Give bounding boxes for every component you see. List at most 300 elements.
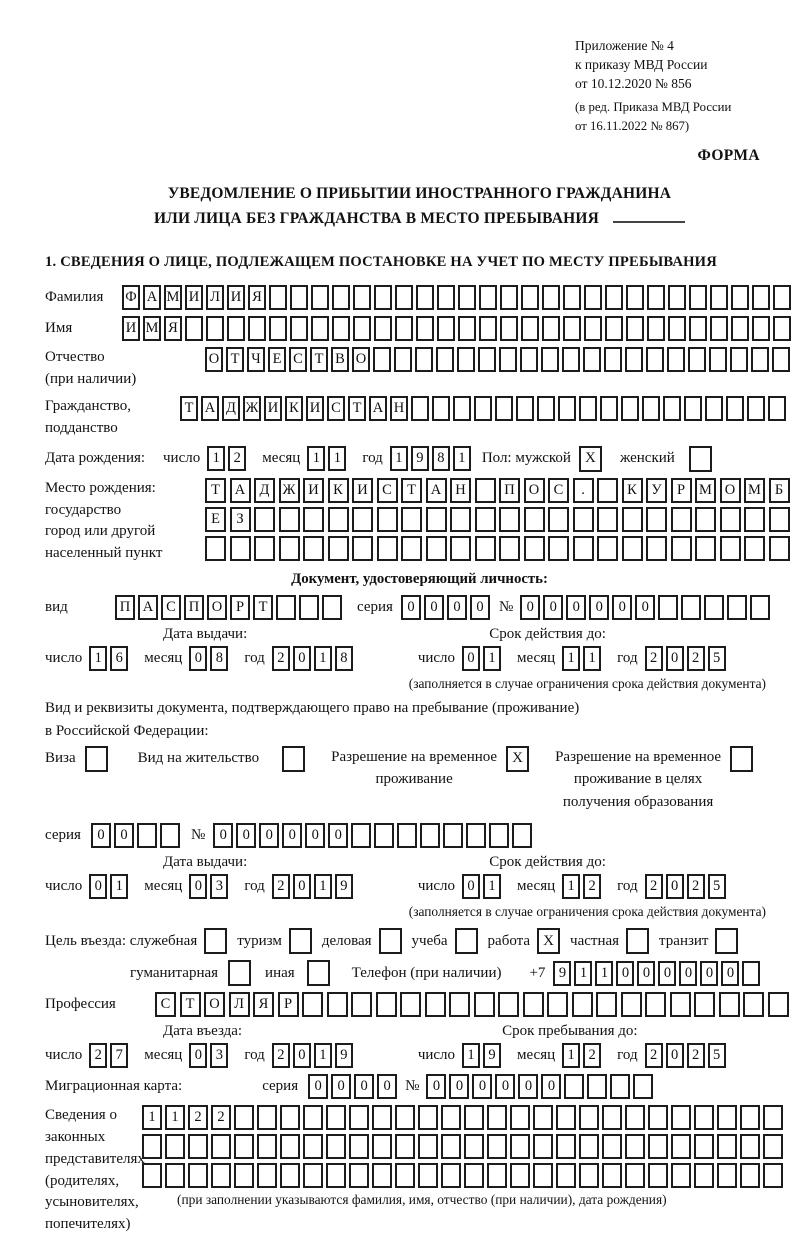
char-cell[interactable] bbox=[426, 507, 447, 532]
char-cell[interactable] bbox=[326, 1163, 346, 1188]
char-cell[interactable] bbox=[625, 1134, 645, 1159]
char-cell[interactable]: 2 bbox=[583, 1043, 601, 1068]
char-cell[interactable] bbox=[489, 823, 509, 848]
char-cell[interactable]: 0 bbox=[612, 595, 632, 620]
char-cell[interactable] bbox=[625, 347, 643, 372]
checkbox-purpose-tourism[interactable] bbox=[289, 928, 312, 954]
char-cell[interactable]: 0 bbox=[462, 646, 480, 671]
char-cell[interactable]: 2 bbox=[272, 1043, 290, 1068]
char-cell[interactable]: 8 bbox=[335, 646, 353, 671]
checkbox-temp-permit[interactable]: X bbox=[506, 746, 529, 772]
char-cell[interactable]: И bbox=[352, 478, 373, 503]
char-cell[interactable]: 1 bbox=[328, 446, 346, 471]
char-cell[interactable]: Л bbox=[206, 285, 224, 310]
char-cell[interactable]: 2 bbox=[188, 1105, 208, 1130]
char-cell[interactable]: О bbox=[205, 347, 223, 372]
char-cell[interactable] bbox=[773, 285, 791, 310]
char-cell[interactable]: 0 bbox=[236, 823, 256, 848]
char-cell[interactable]: С bbox=[377, 478, 398, 503]
char-cell[interactable] bbox=[671, 1105, 691, 1130]
char-cell[interactable] bbox=[311, 316, 329, 341]
char-cell[interactable]: 2 bbox=[228, 446, 246, 471]
char-cell[interactable] bbox=[648, 1105, 668, 1130]
char-cell[interactable]: 0 bbox=[89, 874, 107, 899]
char-cell[interactable]: Е bbox=[268, 347, 286, 372]
char-cell[interactable]: 9 bbox=[483, 1043, 501, 1068]
char-cell[interactable] bbox=[556, 1105, 576, 1130]
char-cell[interactable] bbox=[773, 316, 791, 341]
char-cell[interactable] bbox=[563, 285, 581, 310]
char-cell[interactable] bbox=[137, 823, 157, 848]
char-cell[interactable]: Т bbox=[205, 478, 226, 503]
char-cell[interactable]: Т bbox=[348, 396, 366, 421]
char-cell[interactable]: 0 bbox=[658, 961, 676, 986]
char-cell[interactable] bbox=[479, 316, 497, 341]
char-cell[interactable] bbox=[328, 536, 349, 561]
char-cell[interactable] bbox=[772, 347, 790, 372]
char-cell[interactable] bbox=[352, 507, 373, 532]
char-cell[interactable]: Ж bbox=[279, 478, 300, 503]
char-cell[interactable]: 9 bbox=[553, 961, 571, 986]
char-cell[interactable]: 0 bbox=[426, 1074, 446, 1099]
char-cell[interactable] bbox=[475, 536, 496, 561]
char-cell[interactable] bbox=[254, 536, 275, 561]
char-cell[interactable] bbox=[642, 396, 660, 421]
char-cell[interactable]: 1 bbox=[142, 1105, 162, 1130]
char-cell[interactable] bbox=[165, 1163, 185, 1188]
char-cell[interactable] bbox=[763, 1105, 783, 1130]
char-cell[interactable] bbox=[524, 507, 545, 532]
char-cell[interactable] bbox=[563, 316, 581, 341]
char-cell[interactable] bbox=[602, 1105, 622, 1130]
char-cell[interactable]: И bbox=[185, 285, 203, 310]
char-cell[interactable] bbox=[668, 285, 686, 310]
char-cell[interactable]: 0 bbox=[377, 1074, 397, 1099]
char-cell[interactable]: И bbox=[122, 316, 140, 341]
char-cell[interactable]: 1 bbox=[314, 874, 332, 899]
char-cell[interactable]: 1 bbox=[165, 1105, 185, 1130]
char-cell[interactable] bbox=[395, 1134, 415, 1159]
checkbox-purpose-business[interactable] bbox=[379, 928, 402, 954]
char-cell[interactable]: С bbox=[161, 595, 181, 620]
char-cell[interactable] bbox=[646, 347, 664, 372]
char-cell[interactable]: 0 bbox=[331, 1074, 351, 1099]
char-cell[interactable]: Т bbox=[180, 992, 201, 1017]
char-cell[interactable]: 0 bbox=[470, 595, 490, 620]
char-cell[interactable]: 0 bbox=[520, 595, 540, 620]
char-cell[interactable] bbox=[420, 823, 440, 848]
char-cell[interactable]: Т bbox=[310, 347, 328, 372]
char-cell[interactable]: Я bbox=[164, 316, 182, 341]
char-cell[interactable]: 2 bbox=[583, 874, 601, 899]
char-cell[interactable] bbox=[647, 316, 665, 341]
char-cell[interactable] bbox=[556, 1134, 576, 1159]
char-cell[interactable] bbox=[466, 823, 486, 848]
char-cell[interactable] bbox=[373, 347, 391, 372]
char-cell[interactable] bbox=[326, 1134, 346, 1159]
char-cell[interactable] bbox=[667, 347, 685, 372]
char-cell[interactable]: 0 bbox=[721, 961, 739, 986]
char-cell[interactable] bbox=[303, 1105, 323, 1130]
char-cell[interactable]: 0 bbox=[447, 595, 467, 620]
char-cell[interactable] bbox=[750, 595, 770, 620]
char-cell[interactable] bbox=[548, 507, 569, 532]
char-cell[interactable] bbox=[436, 347, 454, 372]
char-cell[interactable]: 8 bbox=[432, 446, 450, 471]
char-cell[interactable]: 0 bbox=[635, 595, 655, 620]
char-cell[interactable] bbox=[205, 536, 226, 561]
char-cell[interactable]: 1 bbox=[89, 646, 107, 671]
char-cell[interactable] bbox=[705, 396, 723, 421]
char-cell[interactable] bbox=[768, 992, 789, 1017]
char-cell[interactable] bbox=[437, 285, 455, 310]
char-cell[interactable] bbox=[500, 316, 518, 341]
char-cell[interactable]: Ф bbox=[122, 285, 140, 310]
char-cell[interactable]: С bbox=[548, 478, 569, 503]
char-cell[interactable] bbox=[740, 1105, 760, 1130]
char-cell[interactable]: Т bbox=[253, 595, 273, 620]
char-cell[interactable] bbox=[596, 992, 617, 1017]
char-cell[interactable] bbox=[248, 316, 266, 341]
char-cell[interactable] bbox=[458, 285, 476, 310]
char-cell[interactable] bbox=[499, 507, 520, 532]
char-cell[interactable]: 0 bbox=[566, 595, 586, 620]
char-cell[interactable] bbox=[625, 1105, 645, 1130]
char-cell[interactable] bbox=[731, 316, 749, 341]
char-cell[interactable] bbox=[372, 1163, 392, 1188]
char-cell[interactable] bbox=[327, 992, 348, 1017]
char-cell[interactable] bbox=[395, 316, 413, 341]
char-cell[interactable]: С bbox=[155, 992, 176, 1017]
char-cell[interactable] bbox=[695, 536, 716, 561]
char-cell[interactable] bbox=[395, 285, 413, 310]
char-cell[interactable] bbox=[516, 396, 534, 421]
char-cell[interactable]: 0 bbox=[114, 823, 134, 848]
char-cell[interactable] bbox=[671, 1163, 691, 1188]
char-cell[interactable]: 0 bbox=[616, 961, 634, 986]
char-cell[interactable] bbox=[648, 1134, 668, 1159]
char-cell[interactable] bbox=[633, 1074, 653, 1099]
char-cell[interactable]: Н bbox=[450, 478, 471, 503]
char-cell[interactable] bbox=[710, 316, 728, 341]
char-cell[interactable]: 2 bbox=[645, 1043, 663, 1068]
char-cell[interactable] bbox=[302, 992, 323, 1017]
char-cell[interactable] bbox=[458, 316, 476, 341]
char-cell[interactable] bbox=[303, 1134, 323, 1159]
char-cell[interactable]: 1 bbox=[562, 1043, 580, 1068]
char-cell[interactable] bbox=[727, 595, 747, 620]
char-cell[interactable] bbox=[353, 285, 371, 310]
char-cell[interactable]: 0 bbox=[293, 1043, 311, 1068]
char-cell[interactable] bbox=[257, 1105, 277, 1130]
char-cell[interactable] bbox=[768, 396, 786, 421]
char-cell[interactable]: 1 bbox=[462, 1043, 480, 1068]
char-cell[interactable] bbox=[747, 396, 765, 421]
char-cell[interactable]: Р bbox=[671, 478, 692, 503]
char-cell[interactable]: Ж bbox=[243, 396, 261, 421]
char-cell[interactable]: П bbox=[499, 478, 520, 503]
char-cell[interactable] bbox=[579, 1163, 599, 1188]
char-cell[interactable] bbox=[671, 536, 692, 561]
char-cell[interactable] bbox=[744, 536, 765, 561]
char-cell[interactable] bbox=[349, 1105, 369, 1130]
char-cell[interactable] bbox=[658, 595, 678, 620]
char-cell[interactable] bbox=[377, 536, 398, 561]
char-cell[interactable] bbox=[254, 507, 275, 532]
char-cell[interactable] bbox=[740, 1163, 760, 1188]
char-cell[interactable] bbox=[600, 396, 618, 421]
char-cell[interactable]: И bbox=[303, 478, 324, 503]
checkbox-purpose-humanitarian[interactable] bbox=[228, 960, 251, 986]
char-cell[interactable] bbox=[464, 1163, 484, 1188]
char-cell[interactable] bbox=[276, 595, 296, 620]
char-cell[interactable]: О bbox=[204, 992, 225, 1017]
char-cell[interactable]: 0 bbox=[589, 595, 609, 620]
char-cell[interactable]: 2 bbox=[645, 646, 663, 671]
checkbox-edu-permit[interactable] bbox=[730, 746, 753, 772]
char-cell[interactable] bbox=[541, 347, 559, 372]
char-cell[interactable] bbox=[717, 1163, 737, 1188]
char-cell[interactable] bbox=[374, 285, 392, 310]
char-cell[interactable]: 9 bbox=[335, 874, 353, 899]
char-cell[interactable]: 1 bbox=[574, 961, 592, 986]
char-cell[interactable] bbox=[499, 347, 517, 372]
char-cell[interactable]: П bbox=[184, 595, 204, 620]
char-cell[interactable]: 0 bbox=[189, 874, 207, 899]
char-cell[interactable]: 0 bbox=[472, 1074, 492, 1099]
char-cell[interactable] bbox=[648, 1163, 668, 1188]
char-cell[interactable] bbox=[211, 1163, 231, 1188]
char-cell[interactable]: Б bbox=[769, 478, 790, 503]
char-cell[interactable] bbox=[752, 285, 770, 310]
char-cell[interactable] bbox=[372, 1105, 392, 1130]
char-cell[interactable] bbox=[579, 396, 597, 421]
checkbox-residence-permit[interactable] bbox=[282, 746, 305, 772]
checkbox-purpose-other[interactable] bbox=[307, 960, 330, 986]
char-cell[interactable] bbox=[441, 1134, 461, 1159]
char-cell[interactable]: М bbox=[143, 316, 161, 341]
char-cell[interactable]: 1 bbox=[595, 961, 613, 986]
char-cell[interactable]: З bbox=[230, 507, 251, 532]
char-cell[interactable] bbox=[663, 396, 681, 421]
char-cell[interactable]: В bbox=[331, 347, 349, 372]
char-cell[interactable]: 1 bbox=[110, 874, 128, 899]
char-cell[interactable] bbox=[416, 285, 434, 310]
char-cell[interactable] bbox=[626, 316, 644, 341]
char-cell[interactable] bbox=[426, 536, 447, 561]
char-cell[interactable] bbox=[602, 1163, 622, 1188]
char-cell[interactable]: А bbox=[143, 285, 161, 310]
char-cell[interactable]: 2 bbox=[687, 1043, 705, 1068]
char-cell[interactable] bbox=[769, 507, 790, 532]
char-cell[interactable] bbox=[160, 823, 180, 848]
char-cell[interactable] bbox=[487, 1134, 507, 1159]
char-cell[interactable] bbox=[432, 396, 450, 421]
char-cell[interactable]: И bbox=[306, 396, 324, 421]
char-cell[interactable] bbox=[457, 347, 475, 372]
checkbox-purpose-official[interactable] bbox=[204, 928, 227, 954]
char-cell[interactable]: Р bbox=[278, 992, 299, 1017]
char-cell[interactable] bbox=[372, 1134, 392, 1159]
char-cell[interactable]: 1 bbox=[562, 874, 580, 899]
char-cell[interactable]: Т bbox=[401, 478, 422, 503]
char-cell[interactable] bbox=[449, 992, 470, 1017]
char-cell[interactable] bbox=[299, 595, 319, 620]
char-cell[interactable]: А bbox=[230, 478, 251, 503]
char-cell[interactable] bbox=[694, 1105, 714, 1130]
char-cell[interactable] bbox=[450, 536, 471, 561]
char-cell[interactable] bbox=[719, 992, 740, 1017]
char-cell[interactable] bbox=[556, 1163, 576, 1188]
checkbox-purpose-transit[interactable] bbox=[715, 928, 738, 954]
char-cell[interactable] bbox=[328, 507, 349, 532]
char-cell[interactable] bbox=[602, 1134, 622, 1159]
char-cell[interactable] bbox=[303, 507, 324, 532]
char-cell[interactable] bbox=[625, 1163, 645, 1188]
char-cell[interactable] bbox=[573, 536, 594, 561]
char-cell[interactable]: Т bbox=[180, 396, 198, 421]
char-cell[interactable] bbox=[533, 1134, 553, 1159]
char-cell[interactable]: 0 bbox=[666, 1043, 684, 1068]
char-cell[interactable] bbox=[437, 316, 455, 341]
char-cell[interactable] bbox=[579, 1134, 599, 1159]
char-cell[interactable] bbox=[165, 1134, 185, 1159]
char-cell[interactable] bbox=[418, 1105, 438, 1130]
char-cell[interactable] bbox=[720, 507, 741, 532]
char-cell[interactable] bbox=[479, 285, 497, 310]
char-cell[interactable] bbox=[332, 316, 350, 341]
char-cell[interactable] bbox=[279, 507, 300, 532]
char-cell[interactable] bbox=[621, 396, 639, 421]
char-cell[interactable] bbox=[597, 507, 618, 532]
char-cell[interactable] bbox=[646, 507, 667, 532]
char-cell[interactable] bbox=[303, 536, 324, 561]
char-cell[interactable] bbox=[303, 1163, 323, 1188]
char-cell[interactable]: К bbox=[622, 478, 643, 503]
char-cell[interactable]: 0 bbox=[213, 823, 233, 848]
char-cell[interactable]: 0 bbox=[293, 646, 311, 671]
char-cell[interactable]: 0 bbox=[462, 874, 480, 899]
char-cell[interactable]: 9 bbox=[335, 1043, 353, 1068]
char-cell[interactable]: 0 bbox=[543, 595, 563, 620]
char-cell[interactable] bbox=[597, 536, 618, 561]
char-cell[interactable]: Н bbox=[390, 396, 408, 421]
char-cell[interactable] bbox=[450, 507, 471, 532]
char-cell[interactable] bbox=[542, 316, 560, 341]
char-cell[interactable]: К bbox=[285, 396, 303, 421]
char-cell[interactable] bbox=[751, 347, 769, 372]
char-cell[interactable] bbox=[717, 1134, 737, 1159]
char-cell[interactable] bbox=[510, 1163, 530, 1188]
char-cell[interactable]: Е bbox=[205, 507, 226, 532]
char-cell[interactable]: 2 bbox=[272, 646, 290, 671]
char-cell[interactable] bbox=[280, 1105, 300, 1130]
char-cell[interactable] bbox=[694, 992, 715, 1017]
char-cell[interactable] bbox=[626, 285, 644, 310]
char-cell[interactable] bbox=[510, 1134, 530, 1159]
char-cell[interactable] bbox=[704, 595, 724, 620]
char-cell[interactable]: 0 bbox=[259, 823, 279, 848]
char-cell[interactable]: 1 bbox=[562, 646, 580, 671]
char-cell[interactable] bbox=[645, 992, 666, 1017]
char-cell[interactable]: 0 bbox=[401, 595, 421, 620]
char-cell[interactable] bbox=[351, 992, 372, 1017]
char-cell[interactable] bbox=[142, 1163, 162, 1188]
char-cell[interactable]: 0 bbox=[328, 823, 348, 848]
char-cell[interactable]: Л bbox=[229, 992, 250, 1017]
char-cell[interactable]: 1 bbox=[314, 646, 332, 671]
char-cell[interactable] bbox=[394, 347, 412, 372]
char-cell[interactable]: . bbox=[573, 478, 594, 503]
char-cell[interactable] bbox=[726, 396, 744, 421]
char-cell[interactable] bbox=[521, 316, 539, 341]
char-cell[interactable] bbox=[443, 823, 463, 848]
char-cell[interactable] bbox=[374, 823, 394, 848]
char-cell[interactable]: К bbox=[328, 478, 349, 503]
char-cell[interactable] bbox=[474, 992, 495, 1017]
char-cell[interactable] bbox=[475, 507, 496, 532]
char-cell[interactable] bbox=[453, 396, 471, 421]
char-cell[interactable]: 7 bbox=[110, 1043, 128, 1068]
char-cell[interactable] bbox=[740, 1134, 760, 1159]
char-cell[interactable] bbox=[401, 536, 422, 561]
char-cell[interactable] bbox=[416, 316, 434, 341]
char-cell[interactable] bbox=[353, 316, 371, 341]
char-cell[interactable] bbox=[621, 992, 642, 1017]
char-cell[interactable] bbox=[605, 285, 623, 310]
char-cell[interactable] bbox=[605, 316, 623, 341]
char-cell[interactable]: 0 bbox=[293, 874, 311, 899]
char-cell[interactable] bbox=[742, 961, 760, 986]
char-cell[interactable] bbox=[441, 1163, 461, 1188]
checkbox-purpose-private[interactable] bbox=[626, 928, 649, 954]
char-cell[interactable]: О bbox=[207, 595, 227, 620]
char-cell[interactable] bbox=[709, 347, 727, 372]
char-cell[interactable] bbox=[671, 1134, 691, 1159]
char-cell[interactable]: А bbox=[369, 396, 387, 421]
char-cell[interactable]: 0 bbox=[354, 1074, 374, 1099]
char-cell[interactable] bbox=[332, 285, 350, 310]
char-cell[interactable] bbox=[769, 536, 790, 561]
char-cell[interactable]: 0 bbox=[637, 961, 655, 986]
char-cell[interactable] bbox=[376, 992, 397, 1017]
char-cell[interactable] bbox=[280, 1163, 300, 1188]
char-cell[interactable]: 9 bbox=[411, 446, 429, 471]
char-cell[interactable]: 5 bbox=[708, 874, 726, 899]
char-cell[interactable] bbox=[211, 1134, 231, 1159]
char-cell[interactable] bbox=[464, 1105, 484, 1130]
char-cell[interactable]: 5 bbox=[708, 646, 726, 671]
char-cell[interactable]: 6 bbox=[110, 646, 128, 671]
char-cell[interactable] bbox=[579, 1105, 599, 1130]
char-cell[interactable] bbox=[257, 1163, 277, 1188]
char-cell[interactable] bbox=[411, 396, 429, 421]
char-cell[interactable] bbox=[743, 992, 764, 1017]
char-cell[interactable]: С bbox=[327, 396, 345, 421]
char-cell[interactable] bbox=[352, 536, 373, 561]
char-cell[interactable] bbox=[763, 1163, 783, 1188]
char-cell[interactable] bbox=[311, 285, 329, 310]
char-cell[interactable] bbox=[689, 285, 707, 310]
char-cell[interactable]: Т bbox=[226, 347, 244, 372]
char-cell[interactable] bbox=[234, 1134, 254, 1159]
char-cell[interactable]: 1 bbox=[483, 646, 501, 671]
char-cell[interactable] bbox=[524, 536, 545, 561]
char-cell[interactable]: М bbox=[744, 478, 765, 503]
char-cell[interactable] bbox=[279, 536, 300, 561]
char-cell[interactable] bbox=[418, 1163, 438, 1188]
char-cell[interactable] bbox=[583, 347, 601, 372]
